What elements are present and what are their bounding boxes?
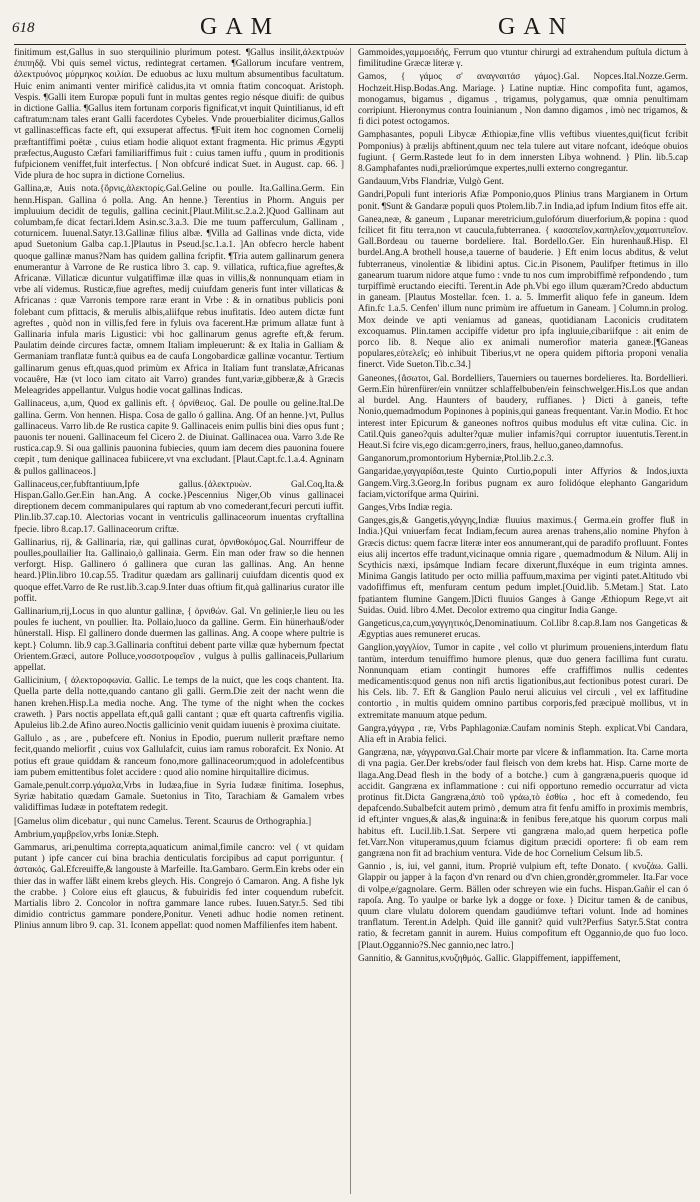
dictionary-entry: Gamos, { γάμος σ' αναγναιτάσ γάμος}.Gal. Nopces.Ital.Nozze.Germ. Hochzeit.Hisp.Bodas.Ang. Mariage. } Latine nuptiæ. Hinc compofita funt, agamos, monogamus, bigamus , digamus , trigamus, polygamus, quæ omnia penultimam corripiunt. Hieronymus contra Iouinianum , Non damno digamos , imò nec trigamos, & fi dici potest octogamos. — [358, 72, 688, 128]
dictionary-entry: Ganglion,γαγγλίον, Tumor in capite , vel collo vt plurimum proueniens,interdum flatu tantùm, interdum tenuiffimo humore plenus, quæ duo genera facillima funt curatu. Nonnunquam etiam contingit humores effe craffiffimos nullis cedentes medicamentis:quod genus non nifi arctis ligationibus,aut fectionibus potest curari. De his Cels. lib. 7. Eft & Ganglion Paulo nerui alicuius vel circuli , vel ex laffitudine contortio , in multis quidem omnino partibus corporis,fed præcipuè mollibus, vt in extremitate manuum atque pedum. — [358, 643, 688, 721]
column-divider — [350, 48, 351, 1194]
dictionary-entry: Ganges,Vrbs Indiæ regia. — [358, 502, 453, 513]
dictionary-entry: Ambrium,γαμβρεῖον,vrbs Ioniæ.Steph. — [14, 829, 159, 840]
dictionary-entry: Gallicinium, { ἀλεκτοροφωνία. Gallic. Le temps de la nuict, que les coqs chantent. Ita. Quella parte della notte,quando cantano gli galli. Germ.Die zeit der nacht wenn die hanen krehen.Hisp.La media noche. Ang. The tyme of the night when the cockes craweth. } Pars noctis appellata eft,quâ galli cantant ; quæ eft quarta caftrenfis vigilia. Apuleius lib.2.de Afino aureo.Noctis gallicinio venit quidam iuuenis è proxima ciuitate. — [14, 676, 344, 731]
dictionary-entry: Gannio , is, iui, vel ganni, itum. Propriè vulpium eft, tefte Donato. { κνυζάω. Galli. Glappir ou japper à la façon d'vn renard ou d'vn chien,grondèr,grommeler. Ita.Far voce di volpe,e/gagnolare. Germ. Bällen oder schreyen wie ein fuchs. Hispan.Gañir el can ó rapoſa. Ang. To yaulpe or barke lyk a dogge or foxe. } Dicitur tamen & de canibus, quum clare vlulatu dolorem quendam gaudiúmve teftari volunt. Inde ad homines tranflatum. Terent.in Adelph. Quid ille gannit? quid vult?Perfius Satyr.5.Stat contra ratio, & fecretam gannit in aurem. Huius compofitum eft Oggannio,de quo fuo loco. [Plaut.Oggannio?S.Nec gannio,nec latro.] — [358, 862, 688, 951]
dictionary-entry: Ganea,neæ, & ganeum , Lupanar meretricium,gulofórum diuerforium,& popina : quod fcilicet fit fitu terra,non vt caucula,fubterranea. { κασαπεῖον,καπηλεῖον,χαμαιτυπεῖον. Gall.Bordeau ou tauerne bordeliere. Ital. Bordello.Ger. Ein hurenhauß.Hisp. El burdel.Ang.A brothell house,a tauerne of bauderie. } Eft enim locus abditus, & velut fubterraneus, vinolentiæ & libidini aptus. Cic.in Pisonem, Paulifper ftetimus in illo ganearum tuarum nidore atque fumo : vnde tu nos cum improbiffimè refpondendo , tum turpiffimè eructando eiecifti. Terent.in Ade ph.Vbi ego illum quæram?Credo abductum in ganeam. [Plautus Mostellar. fcen. 1. a. 5. Immerfit aliquo fefe in ganeum. Idem Afin.fc 1.a.5. Cenfen' illum nunc primùm ire affuetum in Ganeam. ] Column.in prolog. Mox deinde ve apti veniamus ad ganeas, quotidianam Laconicis cruditatem excoquamus. Plin.tamen accipiffe videtur pro ipfa ingluuie,cibariifque : ait enim de porco lib. 8. Neque alio ex animali numerofior materia ganeæ.[¶Ganeas populares,εὐτελεῖς; eò inhibuit Tiberius,vt ne opera quidem piftoria proponi venalia finerct. Vide Sueton.Tib.c.34.] — [358, 214, 688, 371]
header-rule — [14, 44, 686, 45]
dictionary-entry: Gallinaceus,cer,fubftantiuum,Ipfe gallus.{ἀλεκτρυὼν. Gal.Coq,Ita.& Hispan.Gallo.Ger.Ein han.Ang. A cocke.}Pescennius Niger,Ob vinus gallinacei direptionem decem commanipulares qui raptum ab vno comederant,fecuri percuti iuffit. Plin.lib.37.cap.10. Alectorias vocant in ventriculis gallinaceorum inuentas cryftallina fpecie. libro 8.cap.17. Gallinaceorum criftæ. — [14, 479, 344, 535]
dictionary-entry: Ganeones,{ἄσωτοι, Gal. Bordelliers, Tauerniers ou tauernes bordelieres. Ita. Bordellieri. Germ.Ein hürenfürer/ein vnnützer schlaffelbuben/ein feinschwelger.His.Los que andan al burdel. Ang. Haunters of baudery, ruffianes. } Dicti à ganeis, tefte Nonio,quemadmodum Popinones à popinis,qui ganeas frequentant. Var.in Modio. Et hoc interest inter Epicurum & ganeones noftros quibus modulus eft vitæ culina. Cic. in Catil.Quis ganeo?quis adulter?quæ mulier infamis?qui corruptor iuuentutis.Terent.in Heaut.Si fcire vis,ego dicam:gerro,iners, fraus, helluo,ganeo,damnofus. — [358, 373, 688, 451]
running-head-left: GAM — [200, 14, 281, 40]
dictionary-entry: Gamphasantes, populi Libycæ Æthiopiæ,fine vllis veftibus viuentes,qui(ficut fcribit Pomponius) à prælijs abftinent,quum nec tela tulere aut vitare nofcant, ideóque obuios fugiunt. { Germ.Rastede leut fo in dem innersten Libya wohnend. } Plin. lib.5.cap 8.Gamphafantes nudi,præliorúmque expertes,nulli externo congregantur. — [358, 130, 688, 175]
dictionary-entry: Gangræna, næ, γάγγραινα.Gal.Chair morte par vlcere & inflammation. Ita. Carne morta di vna pagia. Ger.Der krebs/oder faul fleisch von dem krebs hat. Hisp. Carne morte de llaga.Ang.Dead flesh in the body of a botche.} cum à gangræna,pueris quoque id accidit. Gangræna ex inflammatione : cui nifi opportuno remedio occurratur ad victa protinus fit.Dicta Gangræna,ἀπὸ τοῦ γράω,τὸ ἐσθίω , hoc eft à comedendo, feu depafcendo.Subalbefcit autem primò , demum atra fit fenfu amiffo in proximis membris, id eft,inter vngues,& alas,& inguina:& in fenibus fere,atque his quorum corpus mali habitus eft. Lucil.lib.1.Sat. Serpere vti gangræna malo,ad quem herpetica pofle fet.Varr.Non vituperamus,quum fciamus digitum præcidi oportere: fi ob eam rem gangræna non fit ad brachium ventura. Vide de hoc Cornelium Celsum lib.5. — [358, 748, 688, 860]
dictionary-entry: Gammoides,γαμμοειδής, Ferrum quo vtuntur chirurgi ad extrahendum puſtula dictum à fimilitudine Græcæ literæ γ. — [358, 48, 688, 70]
running-head-right: GAN — [498, 14, 574, 40]
dictionary-entry: Gandauum,Vrbs Flandriæ, Vulgò Gent. — [358, 177, 504, 188]
dictionary-entry: Gallinarium,rij,Locus in quo aluntur gallinæ, { ὀρνιθών. Gal. Vn gelinier,le lieu ou les poules fe iuchent, vn poullier. Ita. Pollaio,luoco da galline. Germ. Ein hünerhauß/oder hünerstall. Hisp. El gallinero donde duermen las gallinas. Ang. A coope where pultrie is kept.} Column. lib.9 cap.3.Gallinaria conftitui debent parte villæ quæ hybernum fpectat Orientem.Græci, autore Polluce,νοσσοτροφεῖον , vulgus à pullis gallinaceis,Pullarium appellat. — [14, 606, 344, 673]
dictionary-entry: Ganganorum,promontorium Hyberniæ,Ptol.lib.2.c.3. — [358, 454, 554, 465]
page-number: 618 — [12, 20, 35, 36]
dictionary-entry: Ganges,gis,& Gangetis,γάγγης,Indiæ fluuius maximus.{ Germa.ein groffer fluß in India.}Qui vniuerfam fecat Indiam,fecum aurea arenas trahens,alio nomine Phyfon à Græcis dictus: quem facræ literæ inter eos annumerant,qui de paradifo profluunt. Fontes eius alij incertos effe tradunt,vicinaque omnia rigare , quemadmodum & Nilum. Alij in Scythicis næxi, ipsámque Indiam fecare dixerunt,fluxéque in eum triginta amnes. Minima Gangis latitudo per octo millia paffuum,maxima per viginti patet.Altitudo vbi vadofiffimus eft, menfuram centum pedum implet.[Ouid.lib. 5.Metam.] Stat. Lato fpatiantem flumine Gangem.]Dicti fluuios Ganges à Gange Æthiopum Rege,vt ait Suidas. Ouid. libro 4.Met. Decolor extremo qua cingitur India Gange. — [358, 516, 688, 616]
dictionary-entry: Gallina,æ, Auis nota.{ὄρνις,ἀλεκτορίς.Gal.Geline ou poulle. Ita.Gallina.Germ. Ein henn.Hispan. Gallina ó polla. Ang. An henne.} Terentius in Phorm. Anguis per impluuium decidit de tegulis, gallina cecinit.[Plaut.Milit.sc.2.a.2.]Quod Gallinam aut columbam,fe dicat fectari.Idem Asin.sc.3.a.3. Die me tuum pafferculum, Gallinam , coturnicem. Iuuenal.Satyr.13.Gallinæ filius albæ. ¶Villa ad Gallinas vnde dicta, vide apud Suetonium Galba cap.1.]Plautus in Pseud.[sc.1.a.1. ]An obfecro hercle habent quoque gallinæ manus?Nam has quidem gallina fcripfit. ¶Tria autem gallinarum genera enumerantur à Varrone de Re rustica libro 3. cap. 9. villatica, ruftica,fiue agreftes,& Africanæ. Villaticæ dicuntur vulgatiffimæ illæ quas in villis,& nonnunquam etiam in vrbe alí videmus. Rusticæ,fiue agreftes, medij cuiufdam generis funt inter villaticas & Africanas : quæ Varronis tempore raræ erant in Vrbe : & in ornatibus publicis poni folebant cum pfittacis, & merulis albis,aliifque rebus inufitatis. Ideo autem dictæ funt agreftes , quòd non in villis,fed fere in fyluis ova facerent.Hæ primum allatæ funt à Gallinaria infula maris Ligustici: vbi hoc gallinarum genus agrefte eft,& ferum. Paulatim deinde circures factæ, omnem Italiam impleuerunt: & ex Italia in Galliam & Germaniam tranflatæ funt:à quibus ea de caufa Longobardicæ gallinæ vocantur. Tertium gallinarum genus eft,quas,quod primùm ex Africa in Italiam funt translatæ,Africanas vocauêre, Hæ (vt loco iam citato ait Varro) grandes funt,variæ,gibberæ,& à Græcis Meleagrides appellantur. Vulgus hodie vocat gallinas Indicas. — [14, 184, 344, 397]
dictionary-entry: Gallinaceus, a,um, Quod ex gallinis eft. { ὀρνίθειος. Gal. De poulle ou geline.Ital.De gallina. Germ. Von hennen. Hispa. Cosa de gallo ó gallina. Ang. Of an henne.}vt, Pullus gallinaceus. Varro lib.de Re rustica capite 9. Gallinaceis enim pullis bini dies opus funt ; pauonis ter noueni. Gallinaceum fel Cicero 2. de Diuinat. Gallinacea oua. Varro 3.de Re rustica.cap.9. Si oua gallinis pauonina fubiecies, quum iam decem dies pauonina fouere cœpit , tum denique gallinacea fubiicere,vt vna excludant. [Plaut.Capt.fc.1.a.4. Agninam & pullos gallinaceos.] — [14, 399, 344, 477]
right-column — [358, 48, 688, 1196]
dictionary-entry: Gangra,γάγγρα , ræ, Vrbs Paphlagoniæ.Caufam nominis Steph. explicat.Vbi Candara, Alia eft in Arabia felici. — [358, 723, 688, 745]
dictionary-entry: Gangaridae,γαγγαρίδαι,teste Quinto Curtio,populi inter Affyrios & Indos,iuxta Gangem.Virg.3.Georg.In foribus pugnam ex auro folidóque elephanto Gangaridum faciam,victorífque arma Quirini. — [358, 467, 688, 500]
dictionary-entry: Gamale,penult.corrp.γάμαλα,Vrbs in Iudæa,fiue in Syria Iudææ finitima. Iosephus, Syriæ habitatio quædam Gamale. Suetonius in Tito, Tarachiam & Gamalem vrbes validiffimas Iudææ in poteftatem redegit. — [14, 781, 344, 814]
dictionary-entry: [Gamelus olim dicebatur , qui nunc Camelus. Terent. Scaurus de Orthographia.] — [14, 816, 312, 827]
dictionary-entry: Gangeticus,ca,cum,γαγγητικός,Denominatiuum. Col.libr 8.cap.8.Iam nos Gangeticas & Ægyptias aues remuneret erucas. — [358, 618, 688, 641]
running-header — [0, 14, 700, 42]
dictionary-entry: Gallulo , as , are , pubefcere eft. Nonius in Epodio, puerum nullerit præftare nemo fecit,quando meliorfit , cuius vox Gallulafcit, cuius iam ramus roborafcit. Ex Nonio. At potius eft graue quiddam & ranceum fono,more gallinaceorum;quod in adolefcentibus iam pubem emittentibus folet accidere : quod alio nomine hirquitallire dicimus. — [14, 734, 344, 778]
dictionary-entry: Gandri,Populi funt interioris Afiæ Pomponio,quos Plinius trans Margianem in Ortum ponit. ¶Sunt & Gandaræ populi quos Ptolem.lib.7.in India,ad ipfum Indium fitos effe ait. — [358, 190, 688, 212]
dictionary-entry: Gannitio, & Gannitus,κνυζηθμός. Gallic. Glappiffement, iappiffement, — [358, 953, 621, 964]
dictionary-entry: finitimum est,Gallus in suo sterquilinio plurimum potest. ¶Gallus insilit,ἀλεκτρυὼν ἐπιπηδᾷ. Vbi quis semel victus, redintegrat certamen. ¶Gallorum incufare ventrem, ἀλεκτρυόνος μύρμηκος κοιλίαι. De eduobus ac luxu multum absumentibus facultatum. Huic enim animanti venter mirificè calidus,ita vt omnia ftatim concoquat. Aristoph. Vespis. ¶Galli item Europæ populi funt in multas gentes regio nésque diuifi: de quibus in dictione Gallia. ¶Gallus item fortunam corporis fignificat,vt inquit Quintilianus, id eft caftratum:nam tales erant Galli facerdotes Cybeles. Vnde prouerbialiter dicimus,Gallos vt gallinas:efficas facte eft, qui exsuperat affectus. ¶Fuit item hoc cognomen Cornelij præftantiffimi poëtæ , cuius etiam hodie aliquot extant fragmenta. Hic primus Ægypti præfectus,Augusto Cæfari familiariffimus fuit : cuius tamen iuffu , quum in proditionis fufpicionem veniffet,fuit interfectus. [ Non obfcuré indicat Suet. in August. cap. 66. ] Vide plura de hoc supra in dictione Cornelius. — [14, 48, 344, 182]
left-column — [14, 48, 344, 1196]
dictionary-entry: Gammarus, ari,penultima correpta,aquaticum animal,fimile cancro: vel ( vt quidam putant ) ipfe cancer cui bina brachia denticulatis forcipibus ad caput porriguntur. { ἀστακός. Gal.Efcreuiffe,& langouste à Marfeille. Ita.Gambaro. Germ.Ein krebs oder ein thier das in waffer läßt einem krebs gleych. His. Congrejo ó Camaron. Ang. A fishe lyk the crabbe. } Colore eius eft glaucus, & fubuiridis fed inter coquendum rubefcit. Martialis libro 2. Concolor in noftra gammare lance rubes. Iuuen.Satyr.5. Sed tibi dimidio contrictus gammare pondere,Ponitur. Veneti adhuc hodie nomen retinent. Plinius annum libro 9. cap. 31. Iconem appellat: quod nomen Maffilienfes item habent. — [14, 843, 344, 932]
dictionary-entry: Gallinarius, rij, & Gallinaria, riæ, qui gallinas curat, ὀρνιθοκόμος.Gal. Nourriffeur de poulles,poullailier Ita. Gallinaio,ò gallinaia. Germ. Ein man oder fraw so die hennen verforgt. Hisp. Gallinero ó gallinera que curan las gallinas. Ang. An henne heard.}Plin.libro 10.cap.55. Traditur quædam ars gallinarij cuiufdam dicentis quod ex quoque effet.Varro de Re rust.lib.3.cap.9.Inter duas oftium fit,quà gallinarius curator ille poffit. — [14, 537, 344, 604]
